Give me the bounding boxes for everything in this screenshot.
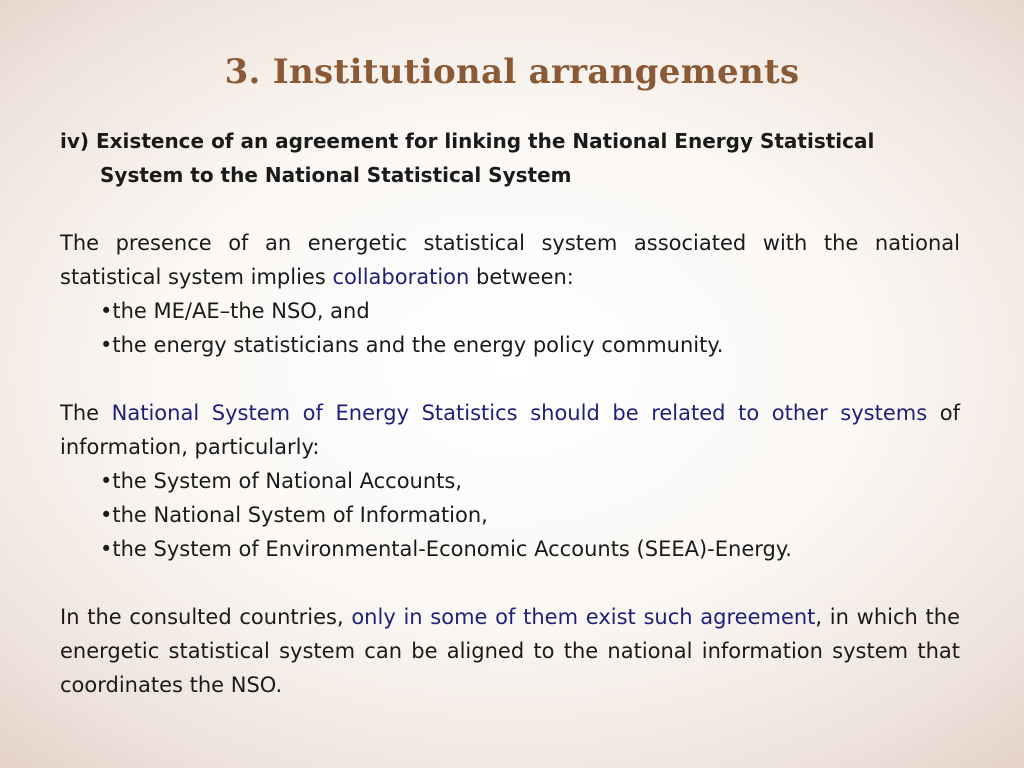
highlight-agreement: only in some of them exist such agreement bbox=[351, 605, 816, 629]
spacer bbox=[60, 362, 960, 396]
highlight-collaboration: collaboration bbox=[332, 265, 470, 289]
bullet-item: • the ME/AE–the NSO, and bbox=[100, 294, 960, 328]
paragraph-agreement bbox=[60, 600, 960, 702]
paragraph-text: The presence of an energetic statistical system associated with the national statistical system implies bbox=[60, 231, 960, 289]
paragraph-collaboration bbox=[60, 226, 960, 294]
slide-title: 3. Institutional arrangements bbox=[224, 52, 800, 92]
spacer bbox=[60, 566, 960, 600]
paragraph-text: of information, particularly: bbox=[60, 401, 960, 459]
paragraph-text: between: bbox=[469, 265, 574, 289]
bullet-list-systems bbox=[60, 464, 960, 566]
bullet-item: • the System of Environmental-Economic Accounts (SEEA)-Energy. bbox=[100, 532, 960, 566]
paragraph-text: The bbox=[60, 401, 112, 425]
section-heading: iv) Existence of an agreement for linking the National Energy Statistical System to the National Statistical System bbox=[60, 129, 875, 187]
slide-content bbox=[60, 124, 960, 702]
spacer bbox=[60, 192, 960, 226]
highlight-related-systems: National System of Energy Statistics should be related to other systems bbox=[111, 401, 928, 425]
bullet-item: • the National System of Information, bbox=[100, 498, 960, 532]
paragraph-text: In the consulted countries, bbox=[60, 605, 352, 629]
bullet-item: • the System of National Accounts, bbox=[100, 464, 960, 498]
paragraph-related-systems bbox=[60, 396, 960, 464]
paragraph-text: , in which the energetic statistical system can be aligned to the national information system that coordinates the NSO. bbox=[60, 605, 960, 697]
bullet-list-collaboration bbox=[60, 294, 960, 362]
bullet-item: • the energy statisticians and the energy policy community. bbox=[100, 328, 960, 362]
